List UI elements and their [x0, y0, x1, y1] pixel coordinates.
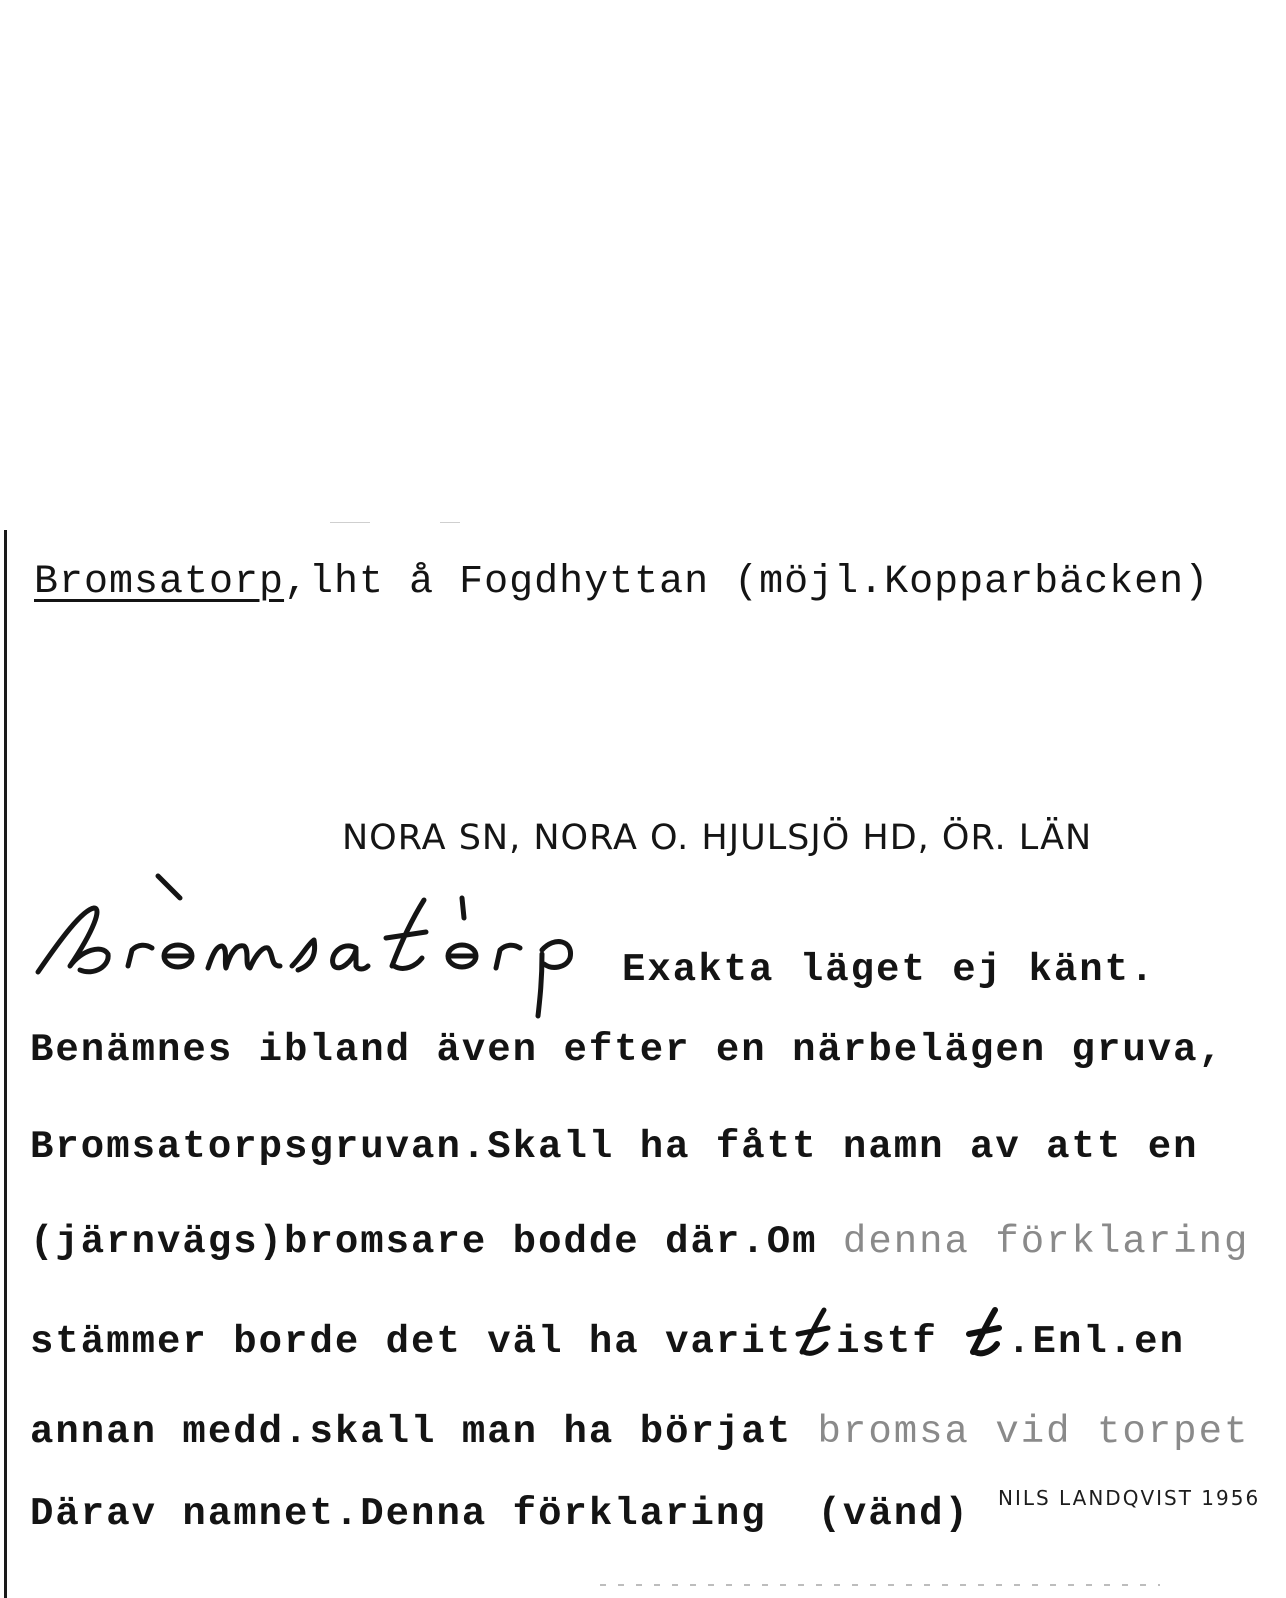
body-line-1: Exakta läget ej känt.: [622, 948, 1156, 992]
body-line-6: [30, 1410, 1249, 1454]
collector-stamp: NILS LANDQVIST 1956: [998, 1486, 1261, 1510]
body-line-4-main: (järnvägs)bromsare bodde där.Om: [30, 1220, 843, 1264]
handwritten-t-icon: [792, 1306, 836, 1358]
body-line-5-a: stämmer borde det väl ha varit: [30, 1320, 793, 1364]
handwritten-t-icon: [963, 1306, 1007, 1358]
body-line-6-main: annan medd.skall man ha börjat: [30, 1410, 818, 1454]
heading-rest: ,lht å Fogdhyttan (möjl.Kopparbäcken): [284, 560, 1210, 605]
heading-lemma: Bromsatorp: [34, 560, 285, 605]
body-line-5: [30, 1306, 1185, 1364]
body-line-4-faded: denna förklaring: [842, 1220, 1250, 1264]
body-line-4: [30, 1220, 1249, 1264]
body-line-6-faded: bromsa vid torpet: [817, 1410, 1250, 1454]
body-line-2: Benämnes ibland även efter en närbelägen gruva,: [30, 1028, 1224, 1072]
body-line-7: [30, 1492, 970, 1536]
handwritten-form: [30, 870, 590, 1020]
body-line-7-main: Därav namnet.Denna förklaring: [30, 1492, 767, 1536]
body-line-5-b: istf: [836, 1320, 938, 1364]
card-top-speck: [330, 522, 370, 523]
parish-label: NORA SN, NORA O. HJULSJÖ HD, ÖR. LÄN: [342, 818, 1093, 858]
bottom-scan-noise: [600, 1584, 1160, 1586]
card-heading: [34, 560, 1209, 605]
body-line-5-c: .Enl.en: [1007, 1320, 1185, 1364]
body-line-3: Bromsatorpsgruvan.Skall ha fått namn av att en: [30, 1125, 1199, 1169]
card-top-speck: [440, 522, 460, 523]
card-left-edge: [4, 530, 7, 1598]
turn-note: (vänd): [817, 1492, 970, 1536]
